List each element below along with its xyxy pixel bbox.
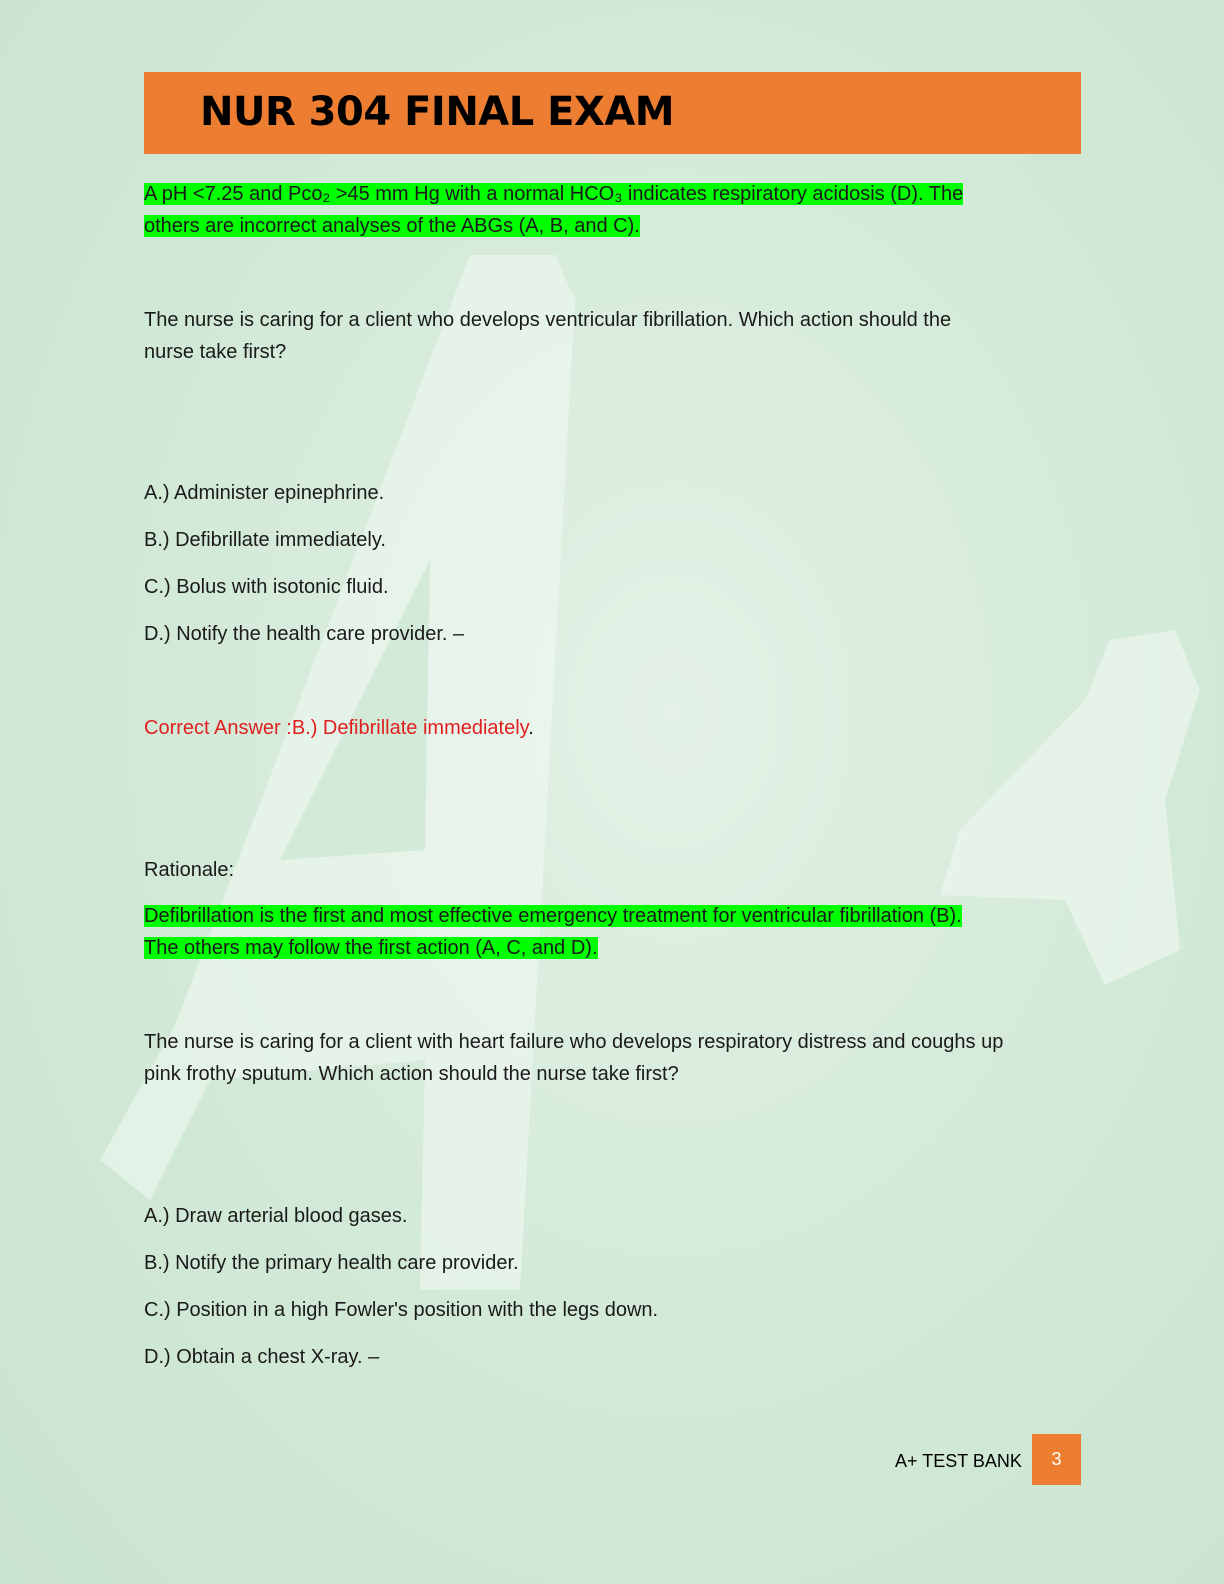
highlighted-line: The others may follow the first action (A, C, and D). xyxy=(144,937,598,959)
answer-option-a: A.) Draw arterial blood gases. xyxy=(144,1205,408,1227)
answer-option-d: D.) Notify the health care provider. – xyxy=(144,623,465,645)
stem-line: The nurse is caring for a client who develops ventricular fibrillation. Which action should the xyxy=(144,309,952,331)
answer-option-c: C.) Position in a high Fowler's position with the legs down. xyxy=(144,1299,659,1321)
answer-option-c: C.) Bolus with isotonic fluid. xyxy=(144,576,389,598)
header-banner xyxy=(144,72,1081,154)
correct-answer xyxy=(144,712,1084,744)
answer-option-b: B.) Defibrillate immediately. xyxy=(144,529,386,551)
question-stem xyxy=(144,1026,1084,1090)
page-number: 3 xyxy=(1051,1449,1062,1469)
correct-answer-text: Correct Answer :B.) Defibrillate immediately xyxy=(144,717,529,739)
rationale-label: Rationale: xyxy=(144,859,235,881)
stem-line: The nurse is caring for a client with heart failure who develops respiratory distress and coughs up xyxy=(144,1031,1004,1053)
page-number-badge xyxy=(1032,1434,1081,1485)
correct-answer-period: . xyxy=(528,717,534,739)
answer-option-b: B.) Notify the primary health care provider. xyxy=(144,1252,519,1274)
highlighted-line: others are incorrect analyses of the ABGs (A, B, and C). xyxy=(144,215,640,237)
question-stem xyxy=(144,304,1084,368)
stem-line: pink frothy sputum. Which action should the nurse take first? xyxy=(144,1063,679,1085)
highlighted-line: Defibrillation is the first and most effective emergency treatment for ventricular fibrillation (B). xyxy=(144,905,962,927)
answer-option-a: A.) Administer epinephrine. xyxy=(144,482,385,504)
highlighted-line: A pH <7.25 and Pco₂ >45 mm Hg with a normal HCO₃ indicates respiratory acidosis (D). The xyxy=(144,183,964,205)
rationale-text xyxy=(144,900,1084,964)
footer-label: A+ TEST BANK xyxy=(895,1451,1022,1471)
previous-rationale xyxy=(144,178,1084,242)
answer-option-d: D.) Obtain a chest X-ray. – xyxy=(144,1346,380,1368)
stem-line: nurse take first? xyxy=(144,341,287,363)
page-title: NUR 304 FINAL EXAM xyxy=(200,89,675,135)
